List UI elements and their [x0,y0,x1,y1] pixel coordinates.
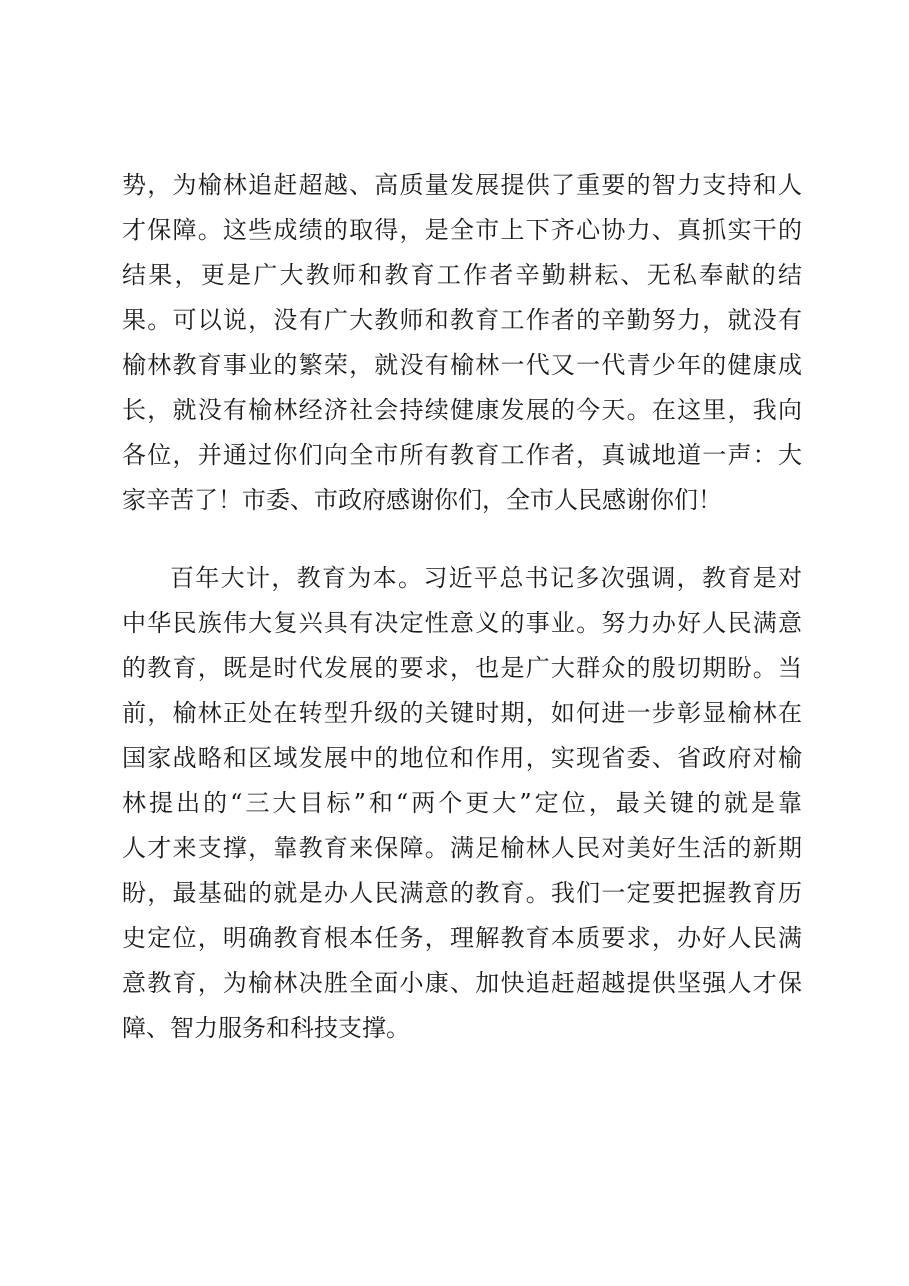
paragraph-line: 中华民族伟大复兴具有决定性意义的事业。努力办好人民满意 [122,609,802,637]
paragraph-line: 林提出的“三大目标”和“两个更大”定位，最关键的就是靠 [122,789,802,817]
paragraph-line: 结果，更是广大教师和教育工作者辛勤耕耘、无私奉献的结 [122,261,802,289]
paragraph-line: 意教育，为榆林决胜全面小康、加快追赶超越提供坚强人才保 [122,969,802,997]
paragraph-line: 榆林教育事业的繁荣，就没有榆林一代又一代青少年的健康成 [122,351,802,379]
paragraph-line: 各位，并通过你们向全市所有教育工作者，真诚地道一声：大 [122,441,802,469]
paragraph-line: 障、智力服务和科技支撑。 [122,1014,410,1042]
paragraph-line: 史定位，明确教育根本任务，理解教育本质要求，办好人民满 [122,924,802,952]
paragraph-line: 才保障。这些成绩的取得，是全市上下齐心协力、真抓实干的 [122,216,802,244]
paragraph-line: 果。可以说，没有广大教师和教育工作者的辛勤努力，就没有 [122,306,802,334]
paragraph-2 [122,556,802,1051]
paragraph-line: 的教育，既是时代发展的要求，也是广大群众的殷切期盼。当 [122,654,802,682]
paragraph-line: 势，为榆林追赶超越、高质量发展提供了重要的智力支持和人 [122,171,802,199]
paragraph-1 [122,163,802,523]
paragraph-line: 盼，最基础的就是办人民满意的教育。我们一定要把握教育历 [122,879,802,907]
paragraph-line: 百年大计，教育为本。习近平总书记多次强调，教育是对 [170,564,802,592]
paragraph-line: 长，就没有榆林经济社会持续健康发展的今天。在这里，我向 [122,396,802,424]
paragraph-line: 人才来支撑，靠教育来保障。满足榆林人民对美好生活的新期 [122,834,802,862]
paragraph-line: 前，榆林正处在转型升级的关键时期，如何进一步彰显榆林在 [122,699,802,727]
paragraph-line: 家辛苦了！市委、市政府感谢你们，全市人民感谢你们！ [122,486,722,514]
paragraph-line: 国家战略和区域发展中的地位和作用，实现省委、省政府对榆 [122,744,802,772]
